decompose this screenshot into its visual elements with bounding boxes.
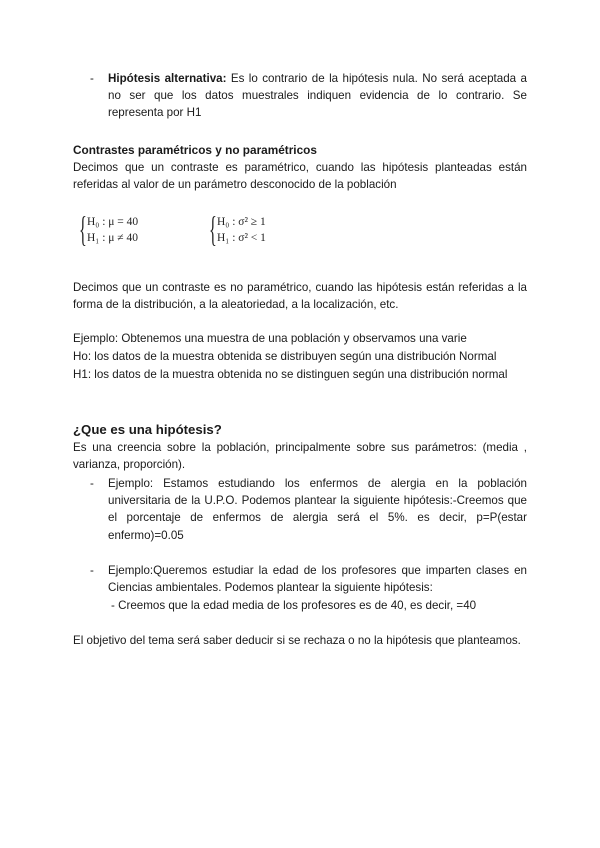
section-title-what-is-hypothesis: ¿Que es una hipótesis? bbox=[73, 422, 222, 437]
system-row-h1: H₁ : σ² < 1 bbox=[217, 232, 266, 244]
example-professors-subitem: - Creemos que la edad media de los profesores es de 40, es decir, =40 bbox=[111, 599, 477, 612]
system-row-h0: H₀ : μ = 40 bbox=[87, 216, 139, 228]
bullet-alternative-hypothesis bbox=[73, 70, 527, 122]
example-professors-text: Ejemplo:Queremos estudiar la edad de los profesores que imparten clases en Ciencias ambientales. Podemos plantear la siguiente hipótesis: bbox=[108, 564, 527, 595]
non-parametric-definition: Decimos que un contraste es no paramétrico, cuando las hipótesis están referidas a la forma de la distribución, a la aleatoriedad, a la localización, etc. bbox=[73, 281, 527, 312]
example-line-2: Ho: los datos de la muestra obtenida se distribuyen según una distribución Normal bbox=[73, 350, 497, 363]
alternative-hypothesis-definition: Es lo contrario de la hipótesis nula. No será aceptada a no ser que los datos muestrales indiquen evidencia de lo contrario. Se representa por H1 bbox=[108, 72, 527, 120]
example-allergy bbox=[73, 475, 527, 544]
term-alternative-hypothesis: Hipótesis alternativa: bbox=[108, 72, 227, 85]
system-row-h1: H₁ : μ ≠ 40 bbox=[87, 232, 138, 244]
example-line-3: H1: los datos de la muestra obtenida no se distinguen según una distribución normal bbox=[73, 368, 508, 381]
conclusion-paragraph: El objetivo del tema será saber deducir si se rechaza o no la hipótesis que planteamos. bbox=[73, 634, 521, 647]
section-title-contrasts: Contrastes paramétricos y no paramétricos bbox=[73, 143, 317, 157]
bullet-text bbox=[108, 70, 527, 122]
bullet-dash: - bbox=[90, 477, 94, 490]
example-line-1: Ejemplo: Obtenemos una muestra de una población y observamos una varie bbox=[73, 332, 467, 345]
bullet-dash: - bbox=[90, 564, 94, 577]
parametric-definition: Decimos que un contraste es paramétrico, cuando las hipótesis planteadas están referidas al valor de un parámetro desconocido de la población bbox=[73, 161, 527, 192]
left-brace: { bbox=[79, 209, 87, 249]
left-brace: { bbox=[209, 209, 217, 249]
hypothesis-intro: Es una creencia sobre la población, principalmente sobre sus parámetros: (media , varianza, proporción). bbox=[73, 441, 527, 472]
system-row-h0: H₀ : σ² ≥ 1 bbox=[217, 216, 266, 228]
example-allergy-text: Ejemplo: Estamos estudiando los enfermos de alergia en la población universitaria de la U.P.O. Podemos plantear la siguiente hipótesis:-Creemos que el porcentaje de enfermos de alergia será el 5%. es decir, p=P(estar enfermo)=0.05 bbox=[108, 477, 527, 542]
hypothesis-system-mean bbox=[79, 209, 139, 249]
bullet-dash: - bbox=[90, 72, 94, 85]
example-professors bbox=[73, 562, 527, 596]
hypothesis-system-variance bbox=[209, 209, 266, 249]
